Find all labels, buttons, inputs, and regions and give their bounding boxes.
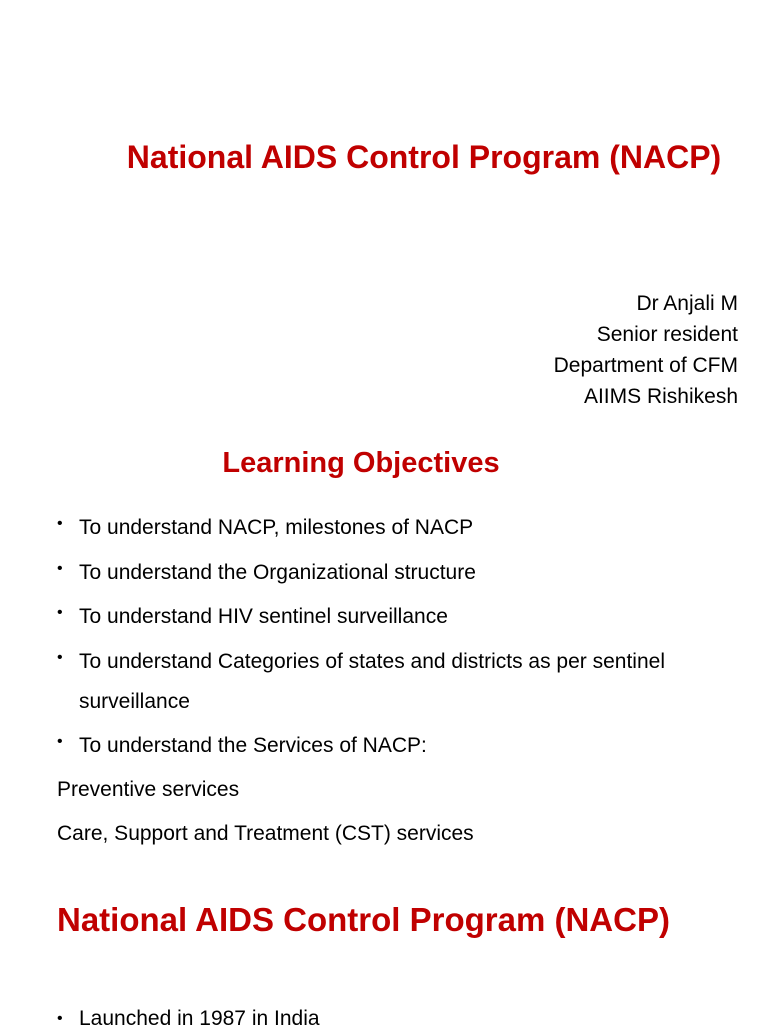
list-item <box>57 553 737 593</box>
author-block <box>554 288 738 412</box>
list-item-text: To understand HIV sentinel surveillance <box>79 605 448 628</box>
list-item <box>57 597 737 637</box>
bullet-icon: • <box>57 604 63 621</box>
author-role: Senior resident <box>596 323 738 346</box>
list-item <box>57 1004 320 1034</box>
author-institution: AIIMS Rishikesh <box>583 385 738 408</box>
list-item-text: To understand Categories of states and districts as per sentinel surveillance <box>79 649 665 713</box>
objectives-list <box>57 508 737 771</box>
author-name: Dr Anjali M <box>636 292 738 315</box>
bullet-icon: • <box>57 648 63 666</box>
author-department: Department of CFM <box>553 354 738 377</box>
list-item <box>57 642 737 722</box>
bullet-icon: • <box>57 1010 63 1027</box>
list-item-text: To understand NACP, milestones of NACP <box>79 516 474 539</box>
sub-item-cst: Care, Support and Treatment (CST) services <box>57 822 474 845</box>
list-item-text: To understand the Organizational structure <box>79 560 476 584</box>
bullet-icon: • <box>57 559 63 577</box>
list-item-text: To understand the Services of NACP: <box>79 734 427 757</box>
list-item <box>57 508 737 548</box>
sub-item-preventive: Preventive services <box>57 778 240 801</box>
bullet-icon: • <box>57 733 63 750</box>
section-title: National AIDS Control Program (NACP) <box>57 901 670 938</box>
list-item-text: Launched in 1987 in India <box>79 1007 320 1030</box>
list-item <box>57 726 737 766</box>
objectives-heading: Learning Objectives <box>222 447 500 479</box>
slide-title: National AIDS Control Program (NACP) <box>126 139 722 175</box>
bullet-icon: • <box>57 515 63 532</box>
